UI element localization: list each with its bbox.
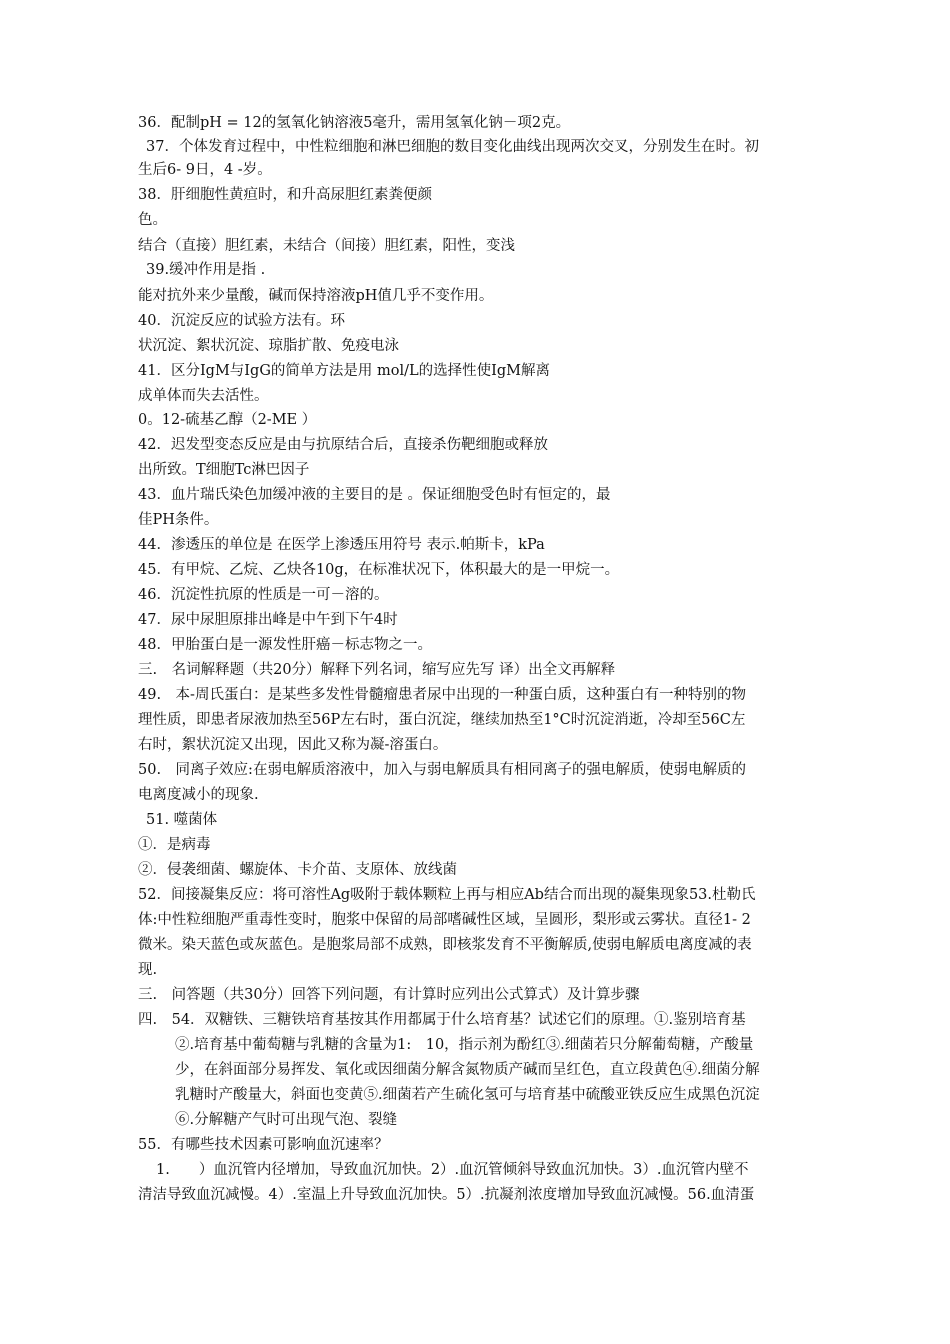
text-line: 少，在斜面部分易挥发、氧化或因细菌分解含氮物质产碱而呈红色，直立段黄色④.细菌分解: [175, 1062, 760, 1078]
text-line: 乳糖时产酸量大，斜面也变黄⑤.细菌若产生硫化氢可与培育基中硫酸亚铁反应生成黑色沉淀: [175, 1087, 760, 1103]
text-line: 出所致。T细胞Tc淋巴因子: [138, 462, 310, 478]
text-line-q54: 四. 54．双糖铁、三糖铁培育基按其作用都属于什么培育基？试述它们的原理。①.鉴别培育基: [138, 1012, 746, 1028]
text-line: 微米。染天蓝色或灰蓝色。是胞浆局部不成熟，即核浆发育不平衡解质,使弱电解质电离度减的表: [138, 937, 752, 953]
text-line-q38: 38．肝细胞性黄疸时，和升高尿胆红素粪便颜: [138, 187, 432, 203]
text-line-q41: 41．区分IgM与IgG的简单方法是用 mol/L的选择性使IgM解离: [138, 363, 550, 379]
text-line-q52: 52．间接凝集反应：将可溶性Ag吸附于载体颗粒上再与相应Ab结合而出现的凝集现象53.杜勒氏: [138, 887, 756, 903]
text-line: ⑥.分解糖产气时可出现气泡、裂缝: [175, 1112, 398, 1128]
text-line-q55: 55．有哪些技术因素可影响血沉速率？: [138, 1137, 389, 1153]
text-line-q51: 51. 噬菌体: [146, 812, 218, 828]
text-line: 成单体而失去活性。: [138, 388, 269, 404]
text-line: 状沉淀、絮状沉淀、琼脂扩散、免疫电泳: [138, 338, 399, 354]
text-line-q39: 39.缓冲作用是指 .: [146, 262, 266, 278]
text-line-q40: 40．沉淀反应的试验方法有。环: [138, 313, 345, 329]
text-line: ②.培育基中葡萄糖与乳糖的含量为1: 10，指示剂为酚红③.细菌若只分解葡萄糖，产酸量: [175, 1037, 754, 1053]
text-line-q44: 44．渗透压的单位是 在医学上渗透压用符号 表示.帕斯卡，kPa: [138, 537, 545, 553]
text-line: 结合（直接）胆红素，未结合（间接）胆红素，阳性，变浅: [138, 238, 515, 254]
text-line-q43: 43．血片瑞氏染色加缓冲液的主要目的是 。保证细胞受色时有恒定的，最: [138, 487, 611, 503]
text-line: 理性质，即患者尿液加热至56P左右时，蛋白沉淀，继续加热至1°C时沉淀消逝，冷却至56C左: [138, 712, 746, 728]
text-line: 清洁导致血沉减慢。4）.室温上升导致血沉加快。5）.抗凝剂浓度增加导致血沉减慢。56.血清蛋: [138, 1187, 755, 1203]
text-line-q50: 50. 同离子效应:在弱电解质溶液中，加入与弱电解质具有相同离子的强电解质，使弱电解质的: [138, 762, 746, 778]
text-line-q47: 47．尿中尿胆原排出峰是中午到下午4时: [138, 612, 398, 628]
section-heading-questions: 三. 问答题（共30分）回答下列问题，有计算时应列出公式算式）及计算步骤: [138, 987, 640, 1003]
text-line-q37: 37．个体发育过程中，中性粒细胞和淋巴细胞的数目变化曲线出现两次交叉，分别发生在时。初: [146, 139, 759, 155]
text-line-q49: 49. 本-周氏蛋白：是某些多发性骨髓瘤患者尿中出现的一种蛋白质，这种蛋白有一种特别的物: [138, 687, 746, 703]
text-line-q45: 45．有甲烷、乙烷、乙炔各10g，在标准状况下，体积最大的是一甲烷一。: [138, 562, 620, 578]
text-line: 电离度减小的现象.: [138, 787, 259, 803]
text-line: 色。: [138, 212, 167, 228]
text-line: 佳PH条件。: [138, 512, 219, 528]
text-line: 现.: [138, 962, 158, 978]
text-line: ②．侵袭细菌、螺旋体、卡介苗、支原体、放线菌: [138, 862, 457, 878]
text-line: 体:中性粒细胞严重毒性变时，胞浆中保留的局部嗜碱性区域，呈圆形，梨形或云雾状。直径1- 2: [138, 912, 751, 928]
section-heading-definitions: 三. 名词解释题（共20分）解释下列名词，缩写应先写 译）出全文再解释: [138, 662, 616, 678]
text-line: 1. ）血沉管内径增加，导致血沉加快。2）.血沉管倾斜导致血沉加快。3）.血沉管内壁不: [156, 1162, 749, 1178]
text-line-q36: 36．配制pH = 12的氢氧化钠溶液5毫升，需用氢氧化钠－项2克。: [138, 115, 571, 131]
text-line-q42: 42．迟发型变态反应是由与抗原结合后，直接杀伤靶细胞或释放: [138, 437, 548, 453]
text-line: 0。12-硫基乙醇（2-ME ）: [138, 412, 317, 428]
text-line-q48: 48．甲胎蛋白是一源发性肝癌－标志物之一。: [138, 637, 432, 653]
text-line: ①．是病毒: [138, 837, 211, 853]
text-line-q46: 46．沉淀性抗原的性质是一可－溶的。: [138, 587, 389, 603]
text-line: 右时，絮状沉淀又出现，因此又称为凝-溶蛋白。: [138, 737, 448, 753]
text-line: 能对抗外来少量酸，碱而保持溶液pH值几乎不变作用。: [138, 288, 494, 304]
text-line: 生后6- 9日，4 -岁。: [138, 162, 272, 178]
